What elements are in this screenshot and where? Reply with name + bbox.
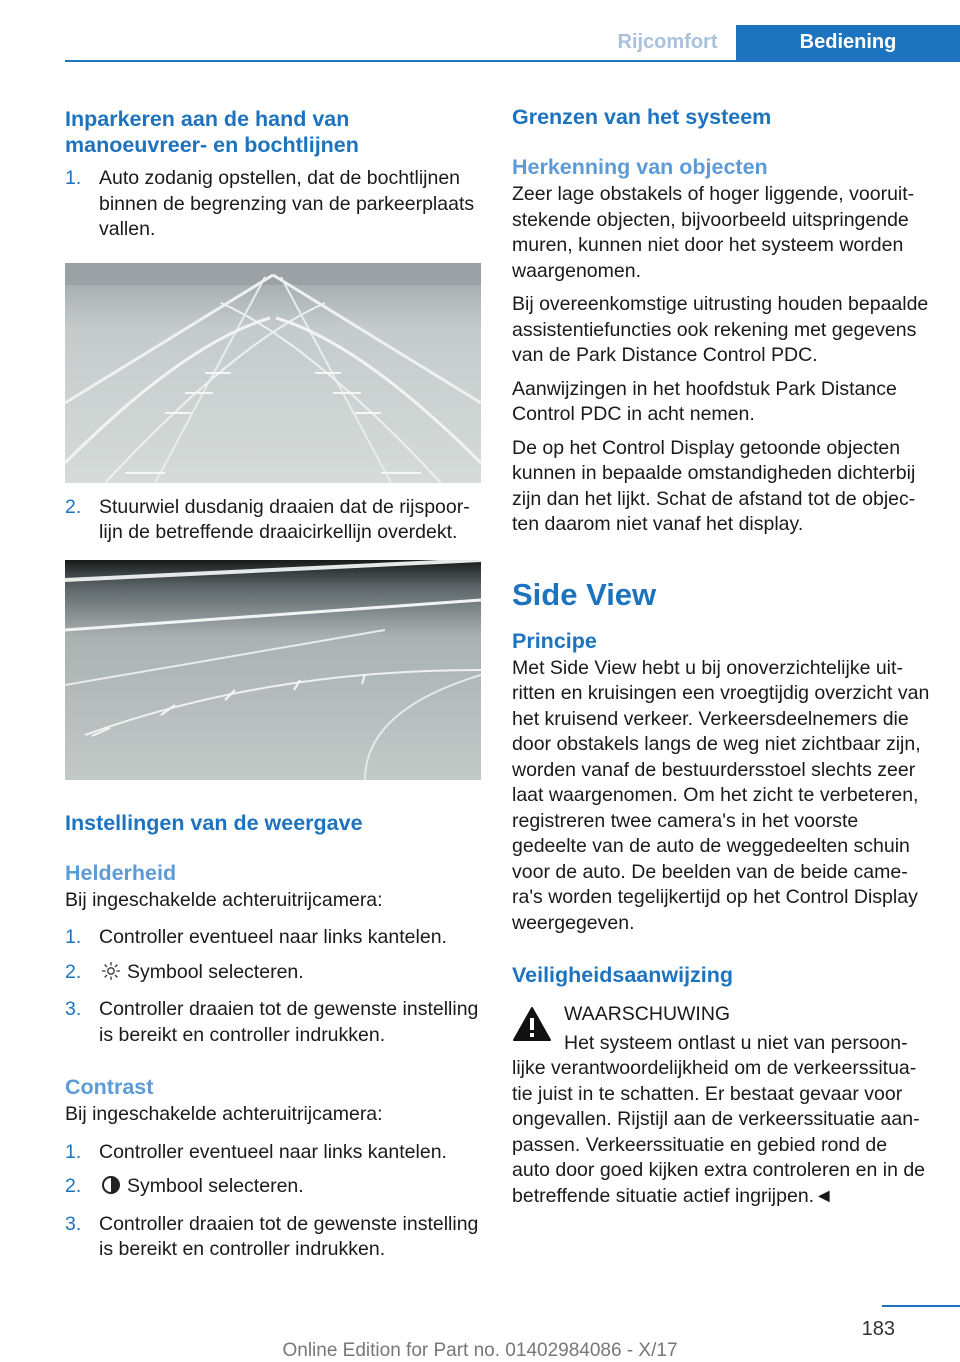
header-tab-bediening[interactable]: Bediening <box>736 25 960 62</box>
section-title-system-limits: Grenzen van het systeem <box>512 105 772 129</box>
warning-label: WAARSCHUWING <box>564 1003 731 1025</box>
step-number: 2. <box>65 495 82 518</box>
step-text: Symbool selecteren. <box>127 1175 304 1197</box>
camera-image-steering <box>65 560 481 780</box>
steps-list-brightness <box>65 925 481 1048</box>
principle-text: Met Side View hebt u bij onoverzichtelijke uitritten en kruisingen een vroegtijdig overzicht van het kruisend verkeer. Verkeersdeelnemers die door obstakels langs de weg niet zichtbaar zijn, worden vanaf de bestuurdersstoel slechts zeer laat waargenomen. Om het zicht te verbeteren, registreren twee camera's in het voorste gedeelte van de auto de weggedeelten schuin voor de auto. De beelden van de beide camera's worden tegelijkertijd op het Control Display weergegeven. <box>512 656 930 934</box>
sun-icon <box>101 961 121 989</box>
steps-list-contrast <box>65 1140 481 1263</box>
warning-text <box>512 1031 930 1210</box>
step-number: 1. <box>65 167 82 189</box>
subsection-title-brightness: Helderheid <box>65 860 177 885</box>
step-number: 3. <box>65 1212 82 1235</box>
step-number: 1. <box>65 926 82 948</box>
list-item <box>65 166 481 243</box>
step-text: Controller eventueel naar links kantelen. <box>99 1140 447 1163</box>
edition-footer: Online Edition for Part no. 01402984086 - X/17 <box>282 1340 678 1361</box>
section-title-display-settings: Instellingen van de weergave <box>65 810 363 835</box>
subsection-title-contrast: Contrast <box>65 1075 154 1099</box>
subsection-title-principle: Principe <box>512 628 597 653</box>
section-title-manual-parking: Inparkeren aan de hand van manoeuvreer- en bochtlijnen <box>65 107 359 157</box>
list-item <box>65 1174 481 1203</box>
footer-line <box>882 1305 960 1307</box>
steps-list-manual <box>65 166 481 243</box>
step-text: Stuurwiel dusdanig draaien dat de rijspoorlijn de betreffende draaicirkellijn overdekt. <box>99 495 470 543</box>
step-text: Controller draaien tot de gewenste instelling is bereikt en controller indrukken. <box>99 1212 479 1260</box>
steps-list-manual-cont <box>65 495 481 546</box>
paragraph: De op het Control Display getoonde objecten kunnen in bepaalde omstandigheden dichterbij zijn dan het lijkt. Schat de afstand tot de objecten daarom niet vanaf het display. <box>512 436 916 535</box>
list-item <box>65 925 481 951</box>
subsection-title-object-detection: Herkenning van objecten <box>512 155 768 179</box>
step-text: Symbool selecteren. <box>127 960 304 983</box>
contrast-intro: Bij ingeschakelde achteruitrijcamera: <box>65 1103 383 1125</box>
contrast-icon <box>101 1175 121 1203</box>
step-number: 3. <box>65 998 82 1020</box>
warning-text-content: Het systeem ontlast u niet van persoonlijke verantwoordelijkheid om de verkeerssituatie juist in te schatten. Er bestaat gevaar voor ongevallen. Rijstijl aan de verkeerssituatie aanpassen. Verkeerssituatie en gebied rond de auto door goed kijken extra controleren en in de betreffende situatie actief ingrijpen.◄ <box>512 1031 926 1207</box>
right-column <box>512 98 930 1209</box>
list-item <box>65 960 481 989</box>
paragraph: Aanwijzingen in het hoofdstuk Park Distance Control PDC in acht nemen. <box>512 377 897 425</box>
page-number: 183 <box>861 1318 895 1340</box>
subsection-title-safety: Veiligheidsaanwijzing <box>512 963 734 987</box>
list-item <box>65 997 481 1048</box>
page-header <box>65 0 960 62</box>
list-item <box>65 1140 481 1166</box>
warning-triangle-icon <box>512 1006 552 1047</box>
step-number: 2. <box>65 960 82 983</box>
list-item <box>65 1212 481 1263</box>
paragraph: Bij overeenkomstige uitrusting houden bepaalde assistentiefuncties ook rekening met gegevens van de Park Distance Control PDC. <box>512 293 929 366</box>
left-column <box>65 98 481 1272</box>
camera-image-bend-lines <box>65 263 481 483</box>
step-text: Auto zodanig opstellen, dat de bochtlijnen binnen de begrenzing van de parkeerplaats vallen. <box>99 167 475 240</box>
list-item <box>65 495 481 546</box>
brightness-intro: Bij ingeschakelde achteruitrijcamera: <box>65 888 383 911</box>
section-title-side-view: Side View <box>512 576 657 612</box>
paragraph: Zeer lage obstakels of hoger liggende, vooruitstekende objecten, bijvoorbeeld uitspringende muren, kunnen niet door het systeem worden waargenomen. <box>512 183 915 282</box>
step-text: Controller eventueel naar links kantelen. <box>99 926 447 948</box>
step-number: 2. <box>65 1175 82 1197</box>
warning-block <box>512 1002 930 1028</box>
step-text: Controller draaien tot de gewenste instelling is bereikt en controller indrukken. <box>99 998 479 1046</box>
step-number: 1. <box>65 1140 82 1163</box>
header-tab-rijcomfort[interactable]: Rijcomfort <box>617 31 718 53</box>
